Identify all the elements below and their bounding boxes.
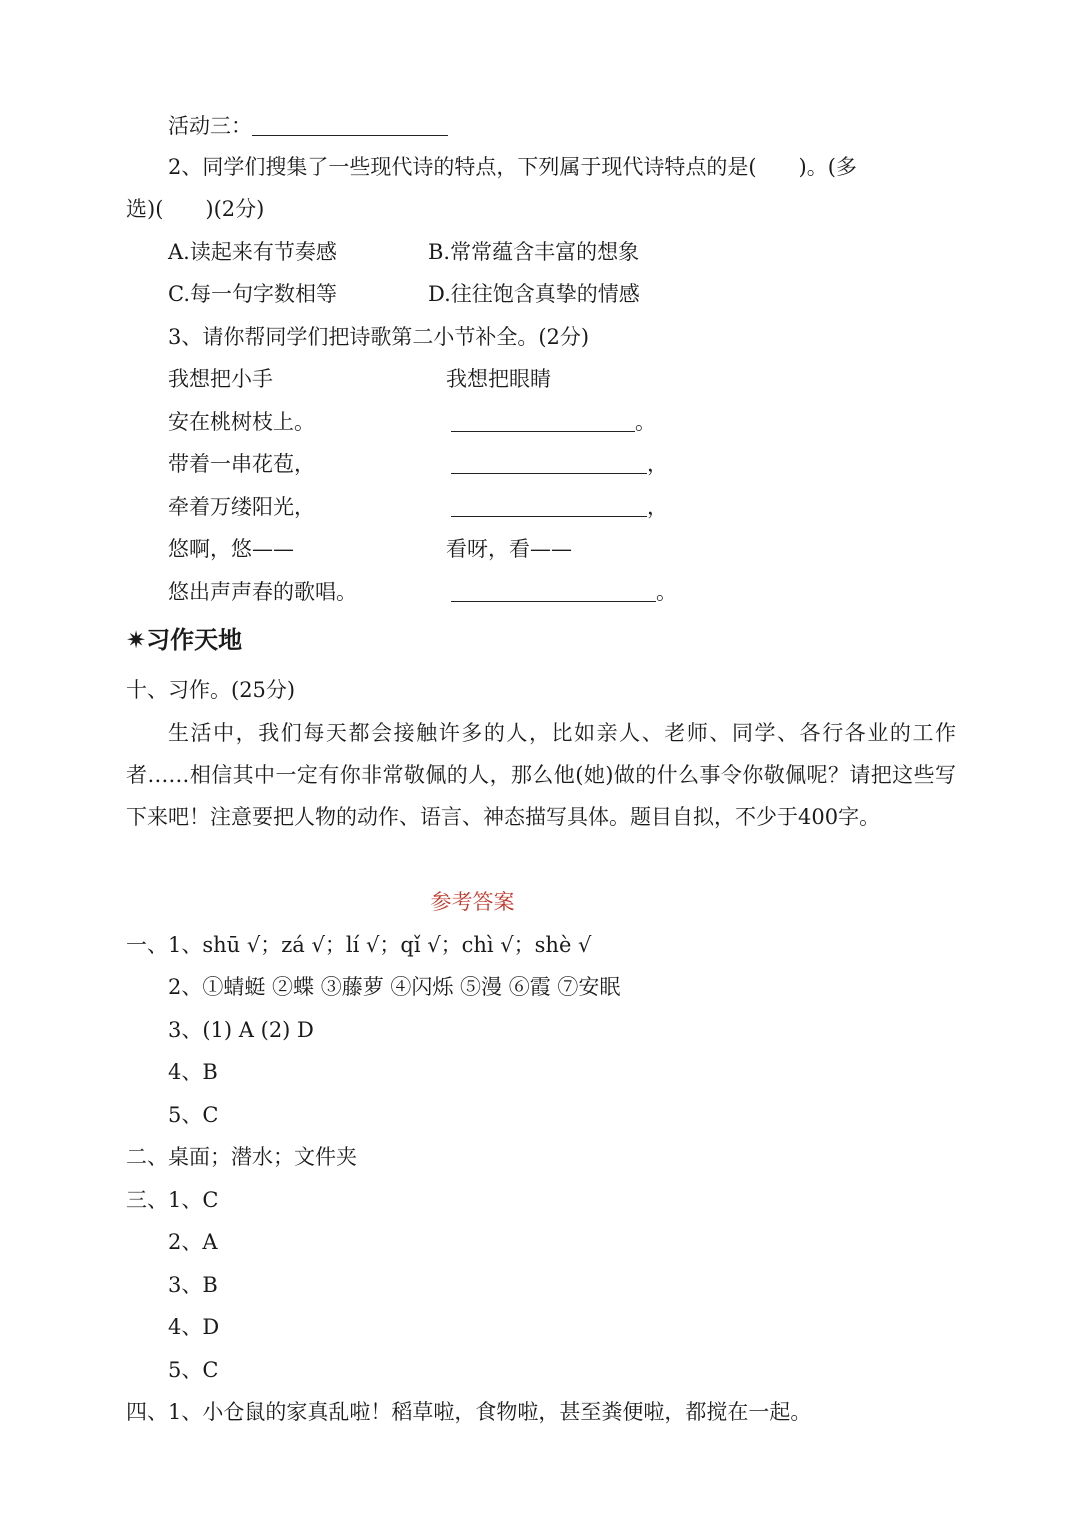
- poem-blank-punct: 。: [656, 580, 677, 604]
- section-title-text: 习作天地: [146, 626, 243, 654]
- poem-right-blank-line: [451, 578, 677, 606]
- poem-right-line5: 看呀，看——: [446, 537, 572, 561]
- answers-title: 参考答案: [430, 890, 515, 914]
- answer-line: 5、C: [168, 1358, 219, 1382]
- answer-line: 4、B: [168, 1060, 218, 1084]
- poem-left-line: 带着一串花苞，: [168, 452, 315, 476]
- writing-question: 十、习作。(25分): [126, 678, 296, 702]
- answer-line: 一、1、shū √；zá √；lí √；qǐ √；chì √；shè √: [126, 933, 592, 957]
- poem-fill-blank[interactable]: [451, 581, 656, 602]
- poem-fill-blank[interactable]: [451, 411, 635, 432]
- poem-right-blank-line: [451, 450, 668, 478]
- q2-line2: 选)( )(2分): [126, 197, 265, 221]
- answer-line: 4、D: [168, 1315, 220, 1339]
- poem-left-line: 我想把小手: [168, 367, 273, 391]
- poem-blank-punct: ，: [647, 495, 668, 519]
- q2-option-b[interactable]: B.常常蕴含丰富的想象: [428, 240, 640, 264]
- answer-line: 二、桌面；潜水；文件夹: [126, 1145, 357, 1169]
- poem-left-line: 悠出声声春的歌唱。: [168, 580, 357, 604]
- answer-line: 3、(1) A (2) D: [168, 1018, 314, 1042]
- poem-blank-punct: 。: [635, 410, 656, 434]
- section-title-writing: [126, 625, 242, 655]
- q2-option-d[interactable]: D.往往饱含真挚的情感: [428, 282, 640, 306]
- poem-fill-blank[interactable]: [451, 496, 647, 517]
- activity3-answer-blank[interactable]: [252, 115, 448, 136]
- star-icon: ✷: [126, 626, 147, 654]
- answer-line: 四、1、小仓鼠的家真乱啦！稻草啦，食物啦，甚至粪便啦，都搅在一起。: [126, 1400, 812, 1424]
- poem-right-blank-line: [451, 408, 656, 436]
- answer-line: 三、1、C: [126, 1188, 219, 1212]
- activity3-label: 活动三：: [168, 114, 252, 138]
- poem-right-blank-line: [451, 493, 668, 521]
- poem-fill-blank[interactable]: [451, 453, 647, 474]
- answer-line: 3、B: [168, 1273, 218, 1297]
- q2-line1: 2、同学们搜集了一些现代诗的特点，下列属于现代诗特点的是( )。(多: [168, 155, 857, 179]
- poem-left-line: 安在桃树枝上。: [168, 410, 315, 434]
- poem-right-heading: 我想把眼睛: [446, 367, 551, 391]
- writing-paragraph: 生活中，我们每天都会接触许多的人，比如亲人、老师、同学、各行各业的工作者……相信其中一定有你非常敬佩的人，那么他(她)做的什么事令你敬佩呢？请把这些写下来吧！注意要把人物的动作、语言、神态描写具体。题目自拟，不少于400字。: [126, 721, 956, 829]
- activity3-line: [168, 112, 448, 140]
- answer-line: 5、C: [168, 1103, 219, 1127]
- poem-blank-punct: ，: [647, 452, 668, 476]
- poem-left-line: 悠啊，悠——: [168, 537, 294, 561]
- answer-line: 2、①蜻蜓 ②蝶 ③藤萝 ④闪烁 ⑤漫 ⑥霞 ⑦安眠: [168, 975, 621, 999]
- poem-left-line: 牵着万缕阳光，: [168, 495, 315, 519]
- q3-prompt: 3、请你帮同学们把诗歌第二小节补全。(2分): [168, 325, 590, 349]
- q2-option-c[interactable]: C.每一句字数相等: [168, 282, 337, 306]
- answer-line: 2、A: [168, 1230, 218, 1254]
- q2-option-a[interactable]: A.读起来有节奏感: [168, 240, 337, 264]
